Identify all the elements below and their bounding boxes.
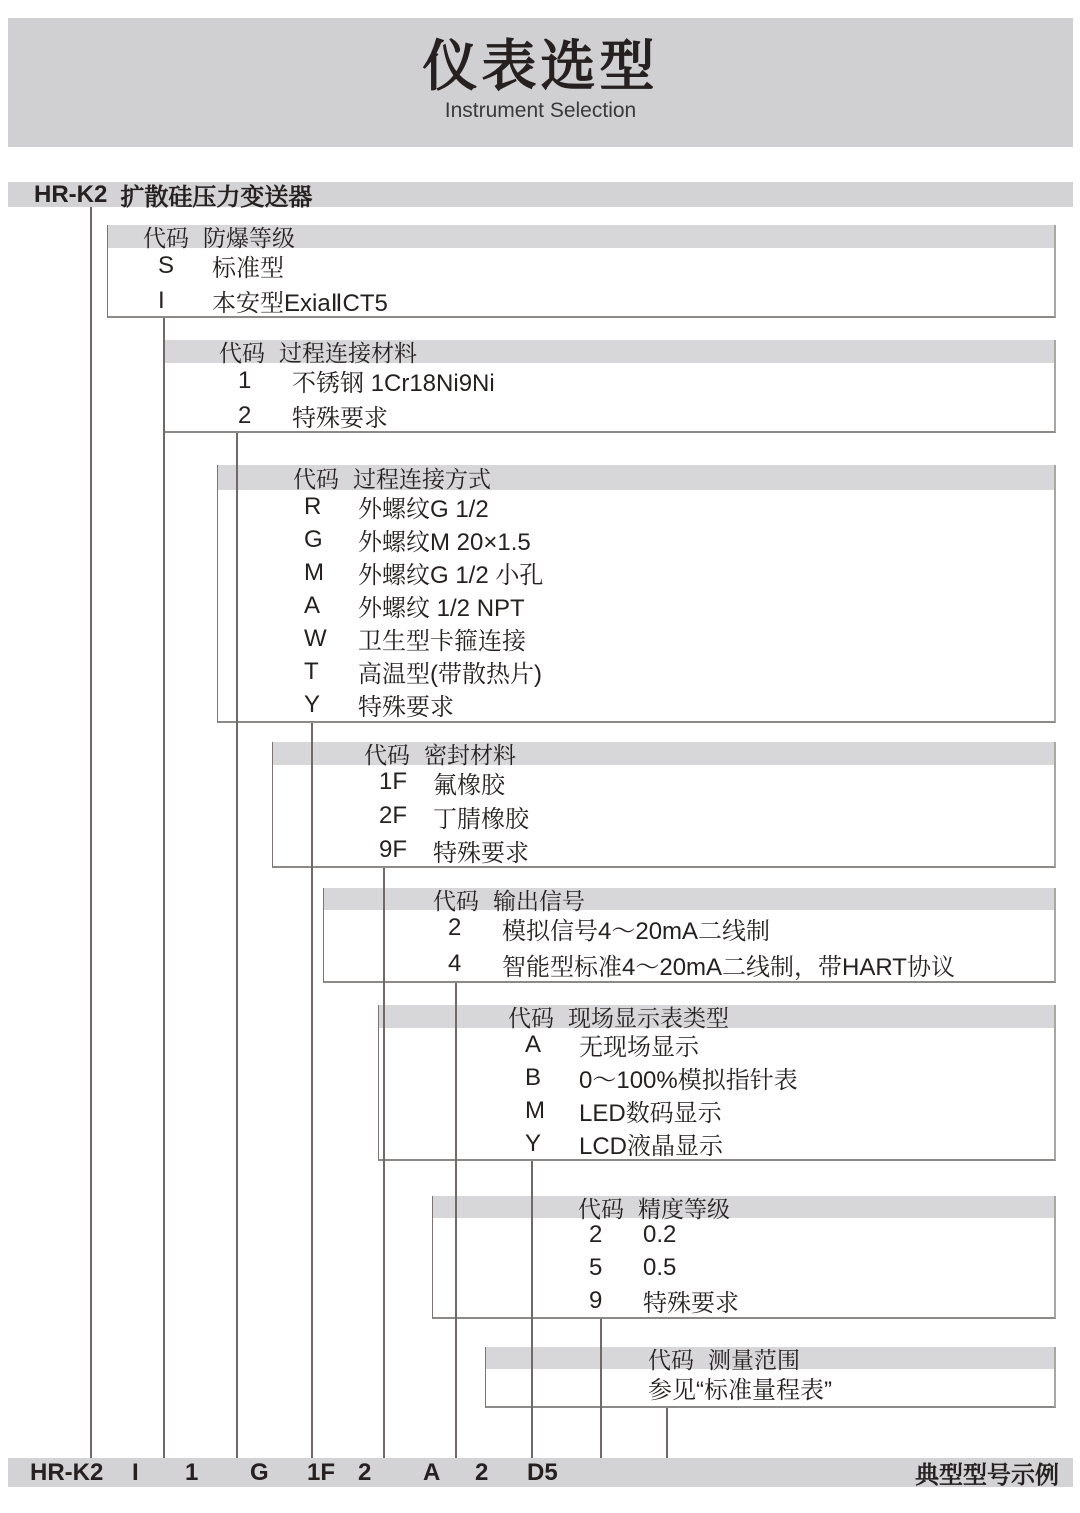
option-desc: 0.2	[643, 1220, 677, 1248]
option-desc: 丁腈橡胶	[433, 805, 529, 833]
option-desc: 外螺纹G 1/2	[358, 496, 489, 523]
example-code: HR-K2	[30, 1458, 104, 1486]
option-row	[525, 1061, 1054, 1094]
option-row	[525, 1094, 1054, 1127]
section-code-label: 代码	[364, 742, 410, 768]
example-code: G	[250, 1458, 269, 1486]
option-row	[304, 622, 1054, 655]
section-rows	[108, 248, 1054, 318]
option-row	[379, 833, 1054, 867]
section-rows	[433, 1218, 1054, 1317]
section-rows	[273, 765, 1054, 867]
option-row	[448, 910, 1054, 946]
option-code: A	[525, 1030, 542, 1058]
section-rows	[164, 363, 1054, 433]
option-code: W	[304, 624, 327, 652]
section-seal-material	[272, 742, 1056, 868]
page-header	[8, 18, 1073, 147]
option-row	[158, 248, 1054, 283]
option-row	[589, 1251, 1054, 1284]
section-process-connection-type	[217, 465, 1056, 723]
option-desc: 特殊要求	[358, 694, 454, 721]
option-code: M	[525, 1096, 545, 1124]
section-rows	[324, 910, 1054, 982]
option-desc: LED数码显示	[579, 1100, 722, 1127]
option-desc: 智能型标准4～20mA二线制，带HART协议	[502, 953, 955, 981]
section-title-bar	[273, 742, 1054, 768]
section-code-label: 代码	[219, 340, 265, 366]
section-name: 密封材料	[424, 742, 516, 768]
section-explosion-proof-grade	[107, 225, 1056, 318]
option-row	[238, 398, 1054, 433]
option-row	[525, 1028, 1054, 1061]
example-label: 典型型号示例	[915, 1462, 1059, 1489]
option-row	[379, 799, 1054, 833]
section-name: 现场显示表类型	[568, 1005, 729, 1031]
option-code: 4	[448, 950, 462, 977]
connector-line	[90, 207, 92, 1458]
option-row	[158, 283, 1054, 318]
option-row	[379, 765, 1054, 799]
option-row	[448, 946, 1054, 982]
section-rows	[486, 1369, 1054, 1405]
option-code: T	[304, 657, 319, 685]
option-code: 2	[589, 1220, 603, 1248]
option-row	[589, 1218, 1054, 1251]
option-desc: 不锈钢 1Cr18Ni9Ni	[292, 370, 495, 397]
section-accuracy-grade	[432, 1196, 1056, 1319]
option-desc: LCD液晶显示	[579, 1133, 724, 1160]
section-code-label: 代码	[578, 1195, 624, 1222]
option-desc: 外螺纹M 20×1.5	[358, 529, 531, 556]
option-desc: 0.5	[643, 1253, 677, 1281]
product-bar	[8, 180, 1073, 211]
section-name: 过程连接材料	[279, 340, 417, 366]
section-title-bar	[433, 1195, 1054, 1222]
option-code: I	[158, 286, 165, 314]
section-rows	[379, 1028, 1054, 1160]
option-desc: 模拟信号4～20mA二线制	[502, 917, 771, 945]
option-code: M	[304, 558, 324, 586]
product-model: HR-K2	[34, 180, 108, 208]
option-code: 1	[238, 366, 252, 394]
option-code: 9F	[379, 836, 408, 863]
option-desc: 卫生型卡箍连接	[358, 628, 526, 655]
section-output-signal	[323, 888, 1056, 983]
option-code: A	[304, 591, 321, 619]
option-desc: 参见“标准量程表”	[648, 1376, 832, 1404]
example-code: 2	[358, 1458, 372, 1486]
option-code: Y	[304, 690, 321, 718]
section-display-type	[378, 1005, 1056, 1161]
example-code: D5	[527, 1458, 558, 1486]
section-measuring-range	[485, 1347, 1056, 1408]
section-code-label: 代码	[508, 1005, 554, 1031]
option-row	[304, 589, 1054, 622]
option-row	[304, 655, 1054, 688]
option-desc: 外螺纹 1/2 NPT	[358, 595, 525, 622]
option-row	[589, 1284, 1054, 1317]
example-code: 1F	[307, 1458, 336, 1486]
section-title-bar	[164, 340, 1054, 366]
section-title-bar	[486, 1346, 1054, 1373]
option-code: 2	[238, 401, 252, 429]
option-code: B	[525, 1063, 542, 1091]
option-code: Y	[525, 1129, 542, 1157]
example-model-bar	[8, 1458, 1073, 1487]
connector-line	[600, 1319, 602, 1458]
option-row	[304, 523, 1054, 556]
section-name: 防爆等级	[203, 225, 295, 251]
section-title-bar	[108, 225, 1054, 251]
example-code: I	[132, 1458, 139, 1486]
option-desc: 氟橡胶	[433, 771, 505, 799]
section-code-label: 代码	[293, 466, 339, 492]
section-name: 输出信号	[493, 887, 585, 914]
option-code: R	[304, 492, 322, 520]
option-row	[304, 556, 1054, 589]
option-code: 2	[448, 914, 462, 941]
option-row	[525, 1127, 1054, 1160]
option-desc: 特殊要求	[433, 839, 529, 867]
option-row	[648, 1369, 1054, 1405]
option-desc: 标准型	[212, 255, 284, 282]
section-title-bar	[324, 887, 1054, 914]
connector-line	[311, 723, 313, 1458]
option-row	[304, 490, 1054, 523]
section-process-connection-material	[163, 340, 1056, 433]
section-name: 测量范围	[708, 1346, 800, 1373]
option-desc: 特殊要求	[292, 405, 388, 432]
connector-line	[383, 868, 385, 1458]
section-code-label: 代码	[648, 1346, 694, 1373]
section-code-label: 代码	[143, 225, 189, 251]
section-title-bar	[218, 465, 1054, 490]
example-code: A	[423, 1458, 441, 1486]
product-name: 扩散硅压力变送器	[120, 184, 313, 211]
option-row	[238, 363, 1054, 398]
option-code: 5	[589, 1253, 603, 1281]
connector-line	[236, 433, 238, 1458]
option-code: 9	[589, 1286, 603, 1314]
connector-line	[163, 318, 165, 1458]
page-title: 仪表选型	[422, 35, 659, 97]
option-desc: 特殊要求	[643, 1290, 739, 1317]
section-code-label: 代码	[433, 887, 479, 914]
section-title-bar	[379, 1005, 1054, 1031]
option-desc: 本安型ExiaⅡCT5	[212, 290, 388, 317]
option-desc: 0～100%模拟指针表	[579, 1067, 798, 1094]
example-code: 1	[185, 1458, 199, 1486]
section-name: 过程连接方式	[353, 466, 491, 492]
example-code: 2	[475, 1458, 489, 1486]
section-rows	[218, 490, 1054, 721]
option-desc: 无现场显示	[579, 1034, 699, 1061]
connector-line	[455, 983, 457, 1458]
connector-line	[666, 1408, 668, 1458]
option-code: 1F	[379, 768, 408, 795]
option-code: 2F	[379, 802, 408, 829]
option-code: G	[304, 525, 323, 553]
section-name: 精度等级	[638, 1195, 730, 1222]
page-subtitle: Instrument Selection	[444, 98, 637, 122]
option-code: S	[158, 251, 175, 279]
connector-line	[531, 1161, 533, 1458]
option-desc: 外螺纹G 1/2 小孔	[358, 562, 544, 589]
option-row	[304, 688, 1054, 721]
option-desc: 高温型(带散热片)	[358, 661, 542, 688]
